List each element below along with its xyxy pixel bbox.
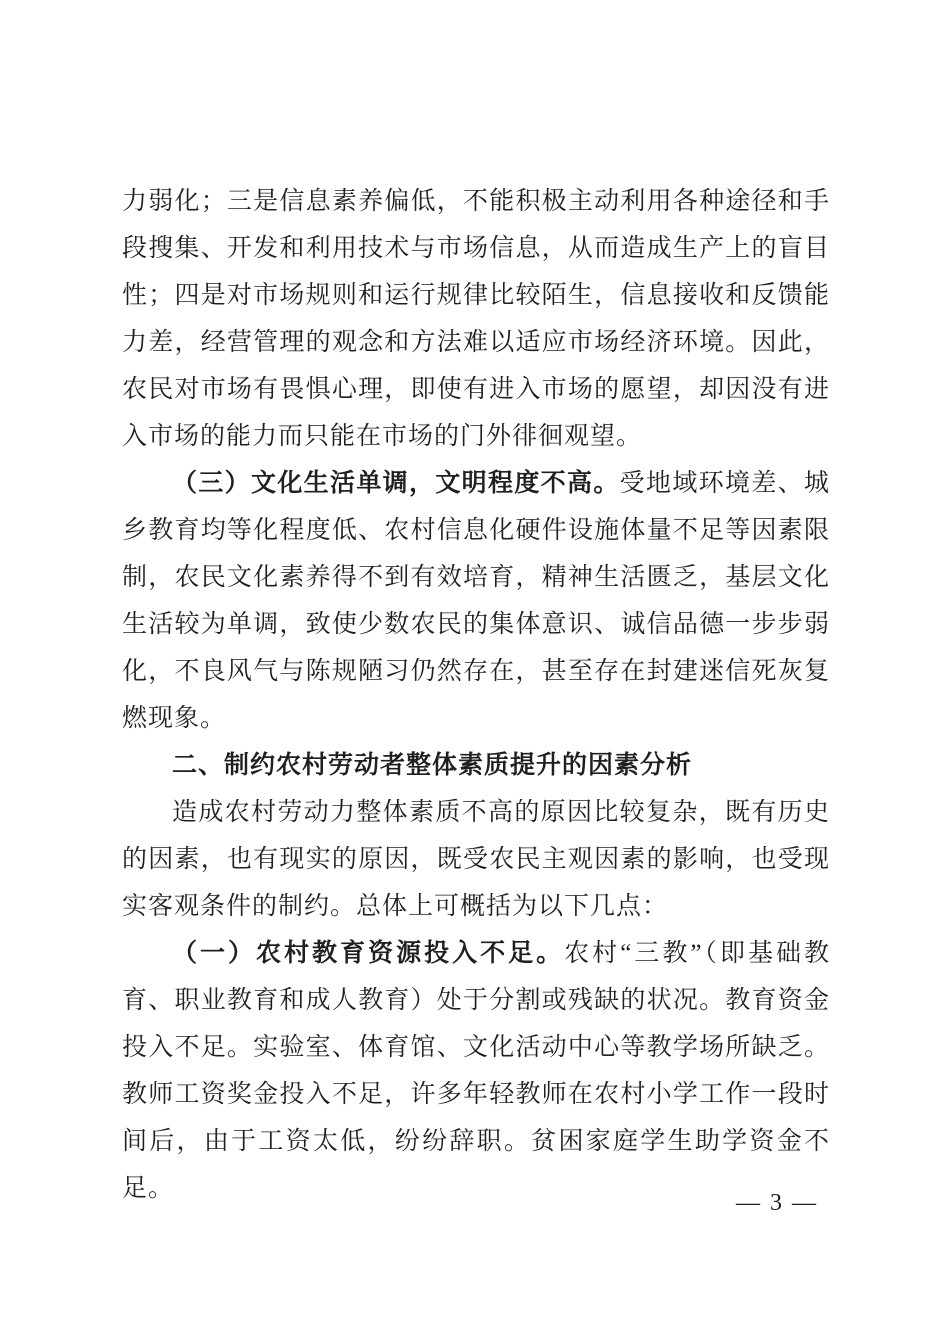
- document-body: [122, 178, 830, 1212]
- paragraph-body-text: 受地域环境差、城乡教育均等化程度低、农村信息化硬件设施体量不足等因素限制，农民文化素养得不到有效培育，精神生活匮乏，基层文化生活较为单调，致使少数农民的集体意识、诚信品德一步步弱化，不良风气与陈规陋习仍然存在，甚至存在封建迷信死灰复燃现象。: [122, 470, 830, 732]
- paragraph-causes-overview: 造成农村劳动力整体素质不高的原因比较复杂，既有历史的因素，也有现实的原因，既受农民主观因素的影响，也受现实客观条件的制约。总体上可概括为以下几点：: [122, 799, 830, 920]
- page-number: — 3 —: [736, 1190, 818, 1216]
- paragraph-body-text: 农村“三教”（即基础教育、职业教育和成人教育）处于分割或残缺的状况。教育资金投入不足。实验室、体育馆、文化活动中心等教学场所缺乏。教师工资奖金投入不足，许多年轻教师在农村小学工作一段时间后，由于工资太低，纷纷辞职。贫困家庭学生助学资金不足。: [122, 940, 830, 1202]
- paragraph-culture-life: [122, 460, 830, 742]
- paragraph-education-investment: [122, 930, 830, 1212]
- paragraph-continuation: 力弱化；三是信息素养偏低，不能积极主动利用各种途径和手段搜集、开发和利用技术与市场信息，从而造成生产上的盲目性；四是对市场规则和运行规律比较陌生，信息接收和反馈能力差，经营管理的观念和方法难以适应市场经济环境。因此，农民对市场有畏惧心理，即使有进入市场的愿望，却因没有进入市场的能力而只能在市场的门外徘徊观望。: [122, 188, 830, 450]
- paragraph-lead-bold: （三）文化生活单调，文明程度不高。: [172, 470, 620, 497]
- paragraph-lead-bold: （一）农村教育资源投入不足。: [172, 940, 565, 967]
- section-heading: 二、制约农村劳动者整体素质提升的因素分析: [172, 752, 693, 779]
